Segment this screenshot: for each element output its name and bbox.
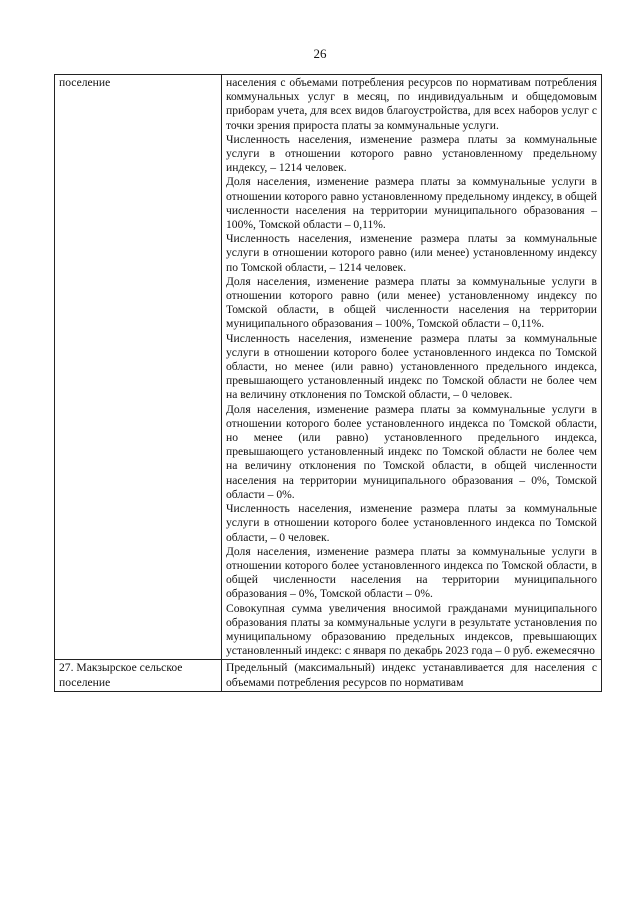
paragraph: населения с объемами потребления ресурсов по нормативам потребления коммунальных услуг в месяц, по индивидуальным и общедомовым приборам учета, для всех видов благоустройства, для всех наборов услуг с точки зрения прироста платы за коммунальные услуги. (226, 76, 597, 132)
paragraph: Совокупная сумма увеличения вносимой гражданами муниципального образования платы за коммунальные услуги в результате установления по муниципальному образованию предельных индексов, превышающих установленный индекс: с января по декабрь 2023 года – 0 руб. ежемесячно (226, 601, 597, 658)
paragraph: Численность населения, изменение размера платы за коммунальные услуги в отношении которого равно установленному предельному индексу, – 1214 человек. (226, 132, 597, 175)
index-table (54, 74, 602, 692)
table-row (55, 660, 602, 691)
paragraph: Доля населения, изменение размера платы за коммунальные услуги в отношении которого равно (или менее) установленному индексу по Томской области, в общей численности населения на территории муниципального образования – 100%, Томской области – 0,11%. (226, 274, 597, 331)
settlement-name: поселение (59, 76, 111, 89)
paragraph: Доля населения, изменение размера платы за коммунальные услуги в отношении которого более установленного индекса по Томской области, в общей численности населения на территории муниципального образования – 0%, Томской области – 0%. (226, 544, 597, 601)
settlement-name: 27. Макзырское сельское поселение (59, 661, 183, 689)
paragraph: Численность населения, изменение размера платы за коммунальные услуги в отношении которого равно (или менее) установленному индексу по Томской области, – 1214 человек. (226, 232, 597, 274)
settlement-name-cell (55, 660, 222, 691)
settlement-name-cell (55, 75, 222, 660)
paragraph: Предельный (максимальный) индекс устанавливается для населения с объемами потребления ресурсов по нормативам (226, 661, 597, 689)
table-row (55, 75, 602, 660)
page-number: 26 (313, 46, 327, 61)
paragraph: Доля населения, изменение размера платы за коммунальные услуги в отношении которого равно установленному предельному индексу, в общей численности населения на территории муниципального образования – 100%, Томской области – 0,11%. (226, 175, 597, 232)
settlement-text-cell (222, 660, 602, 691)
paragraph: Численность населения, изменение размера платы за коммунальные услуги в отношении которого более установленного индекса по Томской области, – 0 человек. (226, 502, 597, 544)
paragraph: Численность населения, изменение размера платы за коммунальные услуги в отношении которого более установленного индекса по Томской области, но менее (или равно) установленного предельного индекса, превышающего установленный индекс по Томской области не более чем на величину отклонения по Томской области, – 0 человек. (226, 331, 597, 402)
paragraph: Доля населения, изменение размера платы за коммунальные услуги в отношении которого более установленного индекса по Томской области, но менее (или равно) установленного предельного индекса, превышающего установленный индекс по Томской области не более чем на величину отклонения по Томской области, в общей численности населения на территории муниципального образования – 0%, Томской области – 0%. (226, 402, 597, 501)
settlement-text-cell (222, 75, 602, 660)
